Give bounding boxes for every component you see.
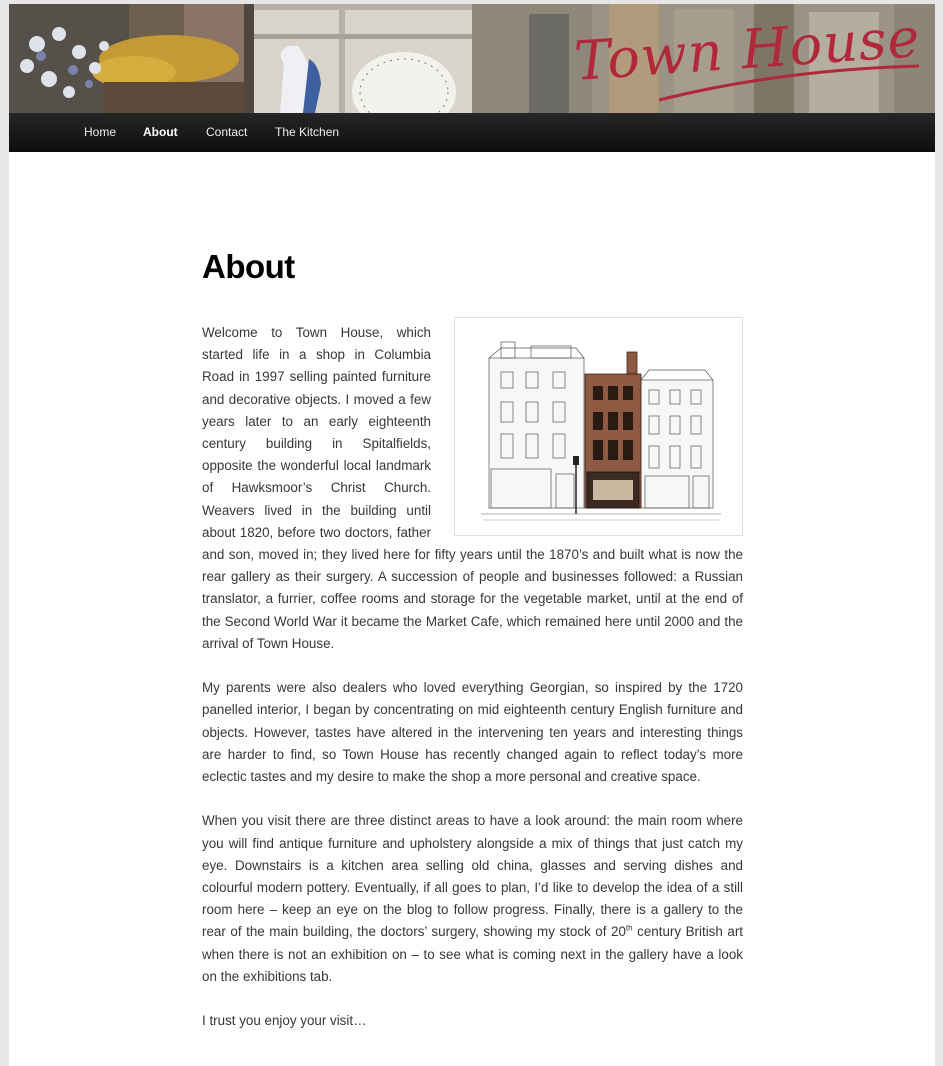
- page: [9, 4, 935, 1066]
- building-drawing: [461, 324, 736, 529]
- main-content: [202, 248, 743, 1055]
- site-brand[interactable]: Town House: [572, 5, 923, 94]
- about-paragraph-3-text-b: century British art when there is not an exhibition on – to see what is coming next in the gallery have a look on the exhibitions tab.: [202, 924, 744, 984]
- nav-item-the-kitchen[interactable]: The Kitchen: [275, 125, 340, 139]
- about-paragraph-2: My parents were also dealers who loved everything Georgian, so inspired by the 1720 panelled interior, I began by concentrating on mid eighteenth century English furniture and objects. However, tastes have altered in the intervening ten years and interesting things are harder to find, so Town House has recently changed again to reflect today’s more eclectic tastes and my desire to make the shop a more personal and creative space.: [202, 680, 743, 785]
- header-banner[interactable]: [9, 4, 935, 113]
- page-title: About: [202, 248, 295, 285]
- nav-item-contact[interactable]: Contact: [206, 125, 248, 139]
- townhouse-illustration[interactable]: [454, 317, 743, 536]
- ordinal-suffix: th: [625, 923, 633, 933]
- nav-item-home[interactable]: Home: [84, 125, 117, 139]
- about-paragraph-3: [202, 810, 743, 988]
- entry-content: [202, 322, 743, 1032]
- main-nav: [9, 113, 935, 152]
- about-paragraph-3-text-a: When you visit there are three distinct areas to have a look around: the main room where you will find antique furniture and upholstery alongside a mix of things that just catch my eye. Downstairs is a kitchen area selling old china, glasses and serving dishes and colourful modern pottery. Eventually, if all goes to plan, I’d like to develop the idea of a still room here – keep an eye on the blog to follow progress. Finally, there is a gallery to the rear of the main building, the doctors’ surgery, showing my stock of 20: [202, 813, 743, 940]
- about-paragraph-4: I trust you enjoy your visit…: [202, 1013, 367, 1029]
- nav-item-about[interactable]: About: [143, 125, 178, 139]
- about-paragraph-1: Welcome to Town House, which started life in a shop in Columbia Road in 1997 selling painted furniture and decorative objects. I moved a few years later to an early eighteenth century building in Spitalfields, opposite the wonderful local landmark of Hawksmoor’s Christ Church. Weavers lived in the building until about 1820, before two doctors, father and son, moved in; they lived here for fifty years until the 1870’s and built what is now the rear gallery as their surgery. A succession of people and businesses followed: a Russian translator, a furrier, coffee rooms and storage for the vegetable market, until at the end of the Second World War it became the Market Cafe, which remained here until 2000 and the arrival of Town House.: [202, 325, 743, 651]
